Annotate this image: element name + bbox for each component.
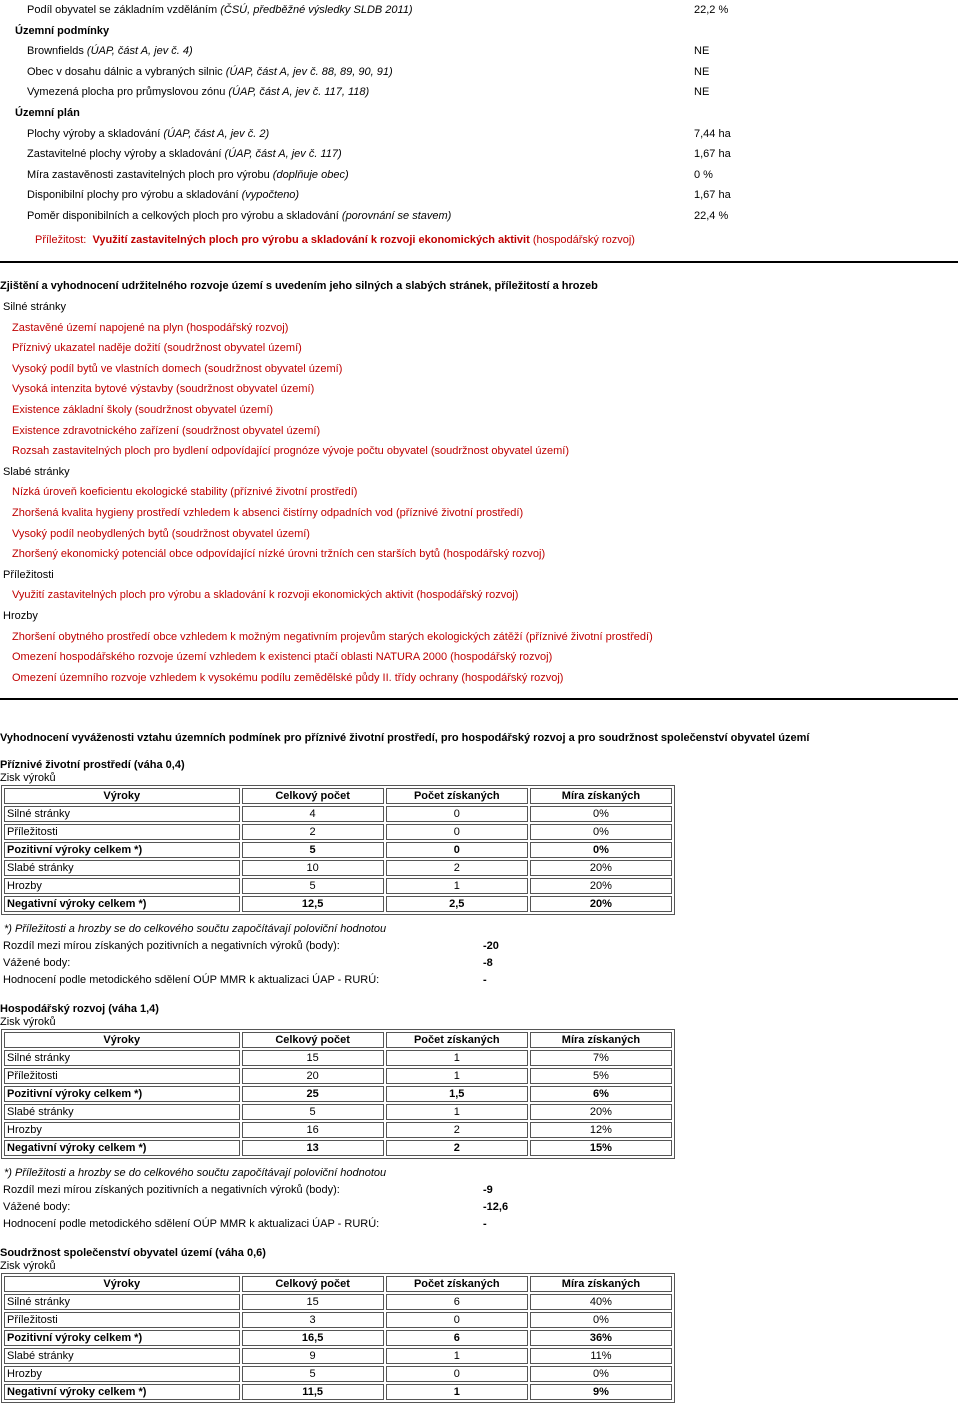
summary-label: Rozdíl mezi mírou získaných pozitivních a negativních výroků (body): [3,1184,340,1196]
indicator-value: 22,2 % [694,4,729,16]
table-cell-gained: 1 [386,878,528,894]
table-header-cell: Celkový počet [242,1032,384,1048]
swot-group-heading: Slabé stránky [3,466,70,478]
table-row [4,1122,672,1138]
table-cell-total: 9 [242,1348,384,1364]
table-cell-label: Negativní výroky celkem *) [4,896,240,912]
table-cell-label: Silné stránky [4,1294,240,1310]
table-row [4,1104,672,1120]
table-cell-total: 3 [242,1312,384,1328]
summary-value: -9 [483,1184,493,1196]
table-cell-label: Hrozby [4,878,240,894]
table-cell-rate: 0% [530,806,672,822]
table-header-cell: Míra získaných [530,1276,672,1292]
indicator-row [27,85,369,99]
table-cell-gained: 2 [386,1122,528,1138]
table-cell-rate: 20% [530,860,672,876]
table-cell-label: Příležitosti [4,824,240,840]
indicator-value: NE [694,45,710,57]
table-row [4,860,672,876]
table-cell-label: Příležitosti [4,1068,240,1084]
table-row [4,1086,672,1102]
summary-label: Hodnocení podle metodického sdělení OÚP MMR k aktualizaci ÚAP - RURÚ: [3,974,380,986]
block-subtitle: Zisk výroků [0,1016,56,1028]
table-row [4,1140,672,1156]
indicator-source: (ČSÚ, předběžné výsledky SLDB 2011) [217,4,413,16]
swot-item: Zhoršený ekonomický potenciál obce odpovídající nízké úrovni tržních cen starších bytů (hospodářský rozvoj) [12,548,546,560]
table-cell-gained: 6 [386,1294,528,1310]
indicator-label: Podíl obyvatel se základním vzděláním [27,4,218,16]
block-title: Příznivé životní prostředí (váha 0,4) [0,759,185,771]
indicator-label: Poměr disponibilních a celkových ploch pro výrobu a skladování [27,210,339,222]
table-row [4,842,672,858]
indicator-label: Obec v dosahu dálnic a vybraných silnic [27,66,223,78]
table-cell-rate: 15% [530,1140,672,1156]
table-header-cell: Míra získaných [530,1032,672,1048]
indicator-row [27,3,413,17]
divider-2 [0,698,958,700]
table-cell-total: 5 [242,1104,384,1120]
indicator-label: Disponibilní plochy pro výrobu a skladování [27,189,239,201]
summary-value: -20 [483,940,499,952]
opportunity-prefix: Příležitost: [35,234,87,246]
table-header-cell: Výroky [4,1032,240,1048]
table-row [4,896,672,912]
swot-item: Existence zdravotnického zařízení (soudržnost obyvatel území) [12,425,321,437]
table-row [4,1312,672,1328]
table-header-cell: Výroky [4,1276,240,1292]
table-cell-gained: 0 [386,824,528,840]
table-cell-total: 10 [242,860,384,876]
table-cell-total: 5 [242,1366,384,1382]
summary-label: Rozdíl mezi mírou získaných pozitivních a negativních výroků (body): [3,940,340,952]
indicator-label: Vymezená plocha pro průmyslovou zónu [27,86,226,98]
table-cell-rate: 40% [530,1294,672,1310]
indicator-source: (ÚAP, část A, jev č. 2) [160,128,270,140]
swot-item: Zhoršená kvalita hygieny prostředí vzhledem k absenci čistírny odpadních vod (příznivé životní prostředí) [12,507,524,519]
indicator-source: (doplňuje obec) [269,169,349,181]
swot-item: Vysoká intenzita bytové výstavby (soudržnost obyvatel území) [12,383,315,395]
swot-item: Vysoký podíl neobydlených bytů (soudržnost obyvatel území) [12,528,310,540]
table-cell-gained: 1,5 [386,1086,528,1102]
table-cell-gained: 0 [386,842,528,858]
swot-group-heading: Silné stránky [3,301,66,313]
table-footnote: *) Příležitosti a hrozby se do celkového součtu započítávají poloviční hodnotou [4,1167,387,1179]
indicator-row [27,127,269,141]
indicator-label: Míra zastavěnosti zastavitelných ploch pro výrobu [27,169,270,181]
swot-group-heading: Hrozby [3,610,38,622]
table-cell-rate: 6% [530,1086,672,1102]
table-cell-total: 25 [242,1086,384,1102]
table-cell-rate: 9% [530,1384,672,1400]
swot-item: Zastavěné území napojené na plyn (hospodářský rozvoj) [12,322,289,334]
table-cell-rate: 5% [530,1068,672,1084]
table-row [4,1384,672,1400]
swot-item: Nízká úroveň koeficientu ekologické stability (příznivé životní prostředí) [12,486,358,498]
table-header-cell: Celkový počet [242,788,384,804]
indicator-row [27,44,193,58]
indicator-value: NE [694,66,710,78]
table-row [4,1366,672,1382]
summary-value: - [483,1218,487,1230]
swot-item: Příznivý ukazatel naděje dožití (soudržnost obyvatel území) [12,342,302,354]
opportunity-line [35,233,635,247]
table-cell-label: Pozitivní výroky celkem *) [4,842,240,858]
table-cell-label: Slabé stránky [4,1104,240,1120]
block-subtitle: Zisk výroků [0,772,56,784]
table-cell-label: Slabé stránky [4,860,240,876]
table-row [4,878,672,894]
table-cell-gained: 2 [386,1140,528,1156]
indicator-source: (ÚAP, část A, jev č. 117) [221,148,342,160]
evaluation-table [1,1273,675,1403]
indicator-label: Zastavitelné plochy výroby a skladování [27,148,222,160]
section-heading: Územní podmínky [15,25,110,37]
summary-value: -12,6 [483,1201,509,1213]
table-cell-gained: 0 [386,1312,528,1328]
indicator-value: 0 % [694,169,713,181]
indicator-value: 1,67 ha [694,189,731,201]
table-row [4,824,672,840]
indicator-row [27,65,393,79]
section-heading: Územní plán [15,107,80,119]
summary-value: - [483,974,487,986]
summary-label: Vážené body: [3,957,71,969]
opportunity-tag: (hospodářský rozvoj) [529,234,635,246]
table-cell-rate: 7% [530,1050,672,1066]
table-cell-gained: 1 [386,1104,528,1120]
indicator-label: Plochy výroby a skladování [27,128,161,140]
swot-item: Zhoršení obytného prostředí obce vzhledem k možným negativním projevům starých ekologických zátěží (příznivé životní prostředí) [12,631,653,643]
table-cell-gained: 2 [386,860,528,876]
opportunity-text: Využití zastavitelných ploch pro výrobu a skladování k rozvoji ekonomických aktivit [92,234,530,246]
block-subtitle: Zisk výroků [0,1260,56,1272]
table-cell-label: Pozitivní výroky celkem *) [4,1330,240,1346]
table-cell-rate: 0% [530,1312,672,1328]
table-cell-rate: 20% [530,896,672,912]
table-cell-total: 15 [242,1050,384,1066]
swot-item: Rozsah zastavitelných ploch pro bydlení odpovídající prognóze vývoje počtu obyvatel (soudržnost obyvatel území) [12,445,570,457]
table-cell-total: 11,5 [242,1384,384,1400]
table-footnote: *) Příležitosti a hrozby se do celkového součtu započítávají poloviční hodnotou [4,923,387,935]
block-title: Soudržnost společenství obyvatel území (váha 0,6) [0,1247,266,1259]
table-cell-total: 2 [242,824,384,840]
table-cell-rate: 0% [530,842,672,858]
table-cell-total: 12,5 [242,896,384,912]
swot-item: Vysoký podíl bytů ve vlastních domech (soudržnost obyvatel území) [12,363,343,375]
evaluation-title: Vyhodnocení vyváženosti vztahu územních podmínek pro příznivé životní prostředí, pro hospodářský rozvoj a pro soudržnost společenství obyvatel území [0,732,810,744]
table-cell-label: Pozitivní výroky celkem *) [4,1086,240,1102]
table-cell-total: 5 [242,878,384,894]
table-row [4,1294,672,1310]
table-cell-total: 16,5 [242,1330,384,1346]
table-header-cell: Počet získaných [386,1276,528,1292]
table-cell-gained: 1 [386,1050,528,1066]
table-cell-label: Hrozby [4,1366,240,1382]
indicator-value: 1,67 ha [694,148,731,160]
table-cell-total: 16 [242,1122,384,1138]
table-row [4,1068,672,1084]
swot-item: Omezení územního rozvoje vzhledem k vysokému podílu zemědělské půdy II. třídy ochrany (hospodářský rozvoj) [12,672,564,684]
table-cell-rate: 0% [530,1366,672,1382]
summary-value: -8 [483,957,493,969]
indicator-source: (vypočteno) [238,189,300,201]
summary-label: Hodnocení podle metodického sdělení OÚP MMR k aktualizaci ÚAP - RURÚ: [3,1218,380,1230]
table-cell-rate: 36% [530,1330,672,1346]
divider-1 [0,261,958,263]
table-cell-label: Hrozby [4,1122,240,1138]
table-row [4,1330,672,1346]
table-row [4,1348,672,1364]
table-row [4,806,672,822]
indicator-row [27,168,349,182]
table-header-row [4,1276,672,1292]
indicator-label: Brownfields [27,45,84,57]
table-cell-rate: 12% [530,1122,672,1138]
table-cell-rate: 0% [530,824,672,840]
table-header-cell: Výroky [4,788,240,804]
table-cell-gained: 2,5 [386,896,528,912]
table-cell-gained: 1 [386,1384,528,1400]
table-cell-gained: 6 [386,1330,528,1346]
indicator-value: 7,44 ha [694,128,731,140]
table-header-cell: Míra získaných [530,788,672,804]
table-cell-total: 13 [242,1140,384,1156]
indicator-source: (ÚAP, část A, jev č. 88, 89, 90, 91) [222,66,393,78]
indicator-row [27,147,342,161]
table-header-cell: Počet získaných [386,788,528,804]
table-cell-gained: 1 [386,1068,528,1084]
table-cell-label: Slabé stránky [4,1348,240,1364]
swot-item: Omezení hospodářského rozvoje území vzhledem k existenci ptačí oblasti NATURA 2000 (hospodářský rozvoj) [12,651,553,663]
table-cell-label: Negativní výroky celkem *) [4,1384,240,1400]
table-header-row [4,1032,672,1048]
table-cell-total: 4 [242,806,384,822]
evaluation-table [1,1029,675,1159]
indicator-row [27,209,451,223]
table-cell-gained: 0 [386,1366,528,1382]
swot-item: Využití zastavitelných ploch pro výrobu a skladování k rozvoji ekonomických aktivit (hospodářský rozvoj) [12,589,519,601]
table-cell-rate: 20% [530,1104,672,1120]
table-cell-total: 15 [242,1294,384,1310]
table-header-cell: Počet získaných [386,1032,528,1048]
table-cell-label: Negativní výroky celkem *) [4,1140,240,1156]
table-cell-total: 5 [242,842,384,858]
table-header-cell: Celkový počet [242,1276,384,1292]
indicator-source: (porovnání se stavem) [338,210,452,222]
table-header-row [4,788,672,804]
table-cell-rate: 11% [530,1348,672,1364]
block-title: Hospodářský rozvoj (váha 1,4) [0,1003,159,1015]
table-cell-label: Silné stránky [4,806,240,822]
indicator-value: NE [694,86,710,98]
indicator-value: 22,4 % [694,210,729,222]
table-cell-label: Silné stránky [4,1050,240,1066]
table-cell-total: 20 [242,1068,384,1084]
table-cell-gained: 0 [386,806,528,822]
evaluation-table [1,785,675,915]
swot-group-heading: Příležitosti [3,569,54,581]
table-row [4,1050,672,1066]
swot-item: Existence základní školy (soudržnost obyvatel území) [12,404,274,416]
table-cell-rate: 20% [530,878,672,894]
table-cell-label: Příležitosti [4,1312,240,1328]
indicator-source: (ÚAP, část A, jev č. 117, 118) [225,86,370,98]
indicator-source: (ÚAP, část A, jev č. 4) [83,45,193,57]
swot-title: Zjištění a vyhodnocení udržitelného rozvoje území s uvedením jeho silných a slabých stránek, příležitostí a hrozeb [0,280,598,292]
table-cell-gained: 1 [386,1348,528,1364]
summary-label: Vážené body: [3,1201,71,1213]
indicator-row [27,188,299,202]
